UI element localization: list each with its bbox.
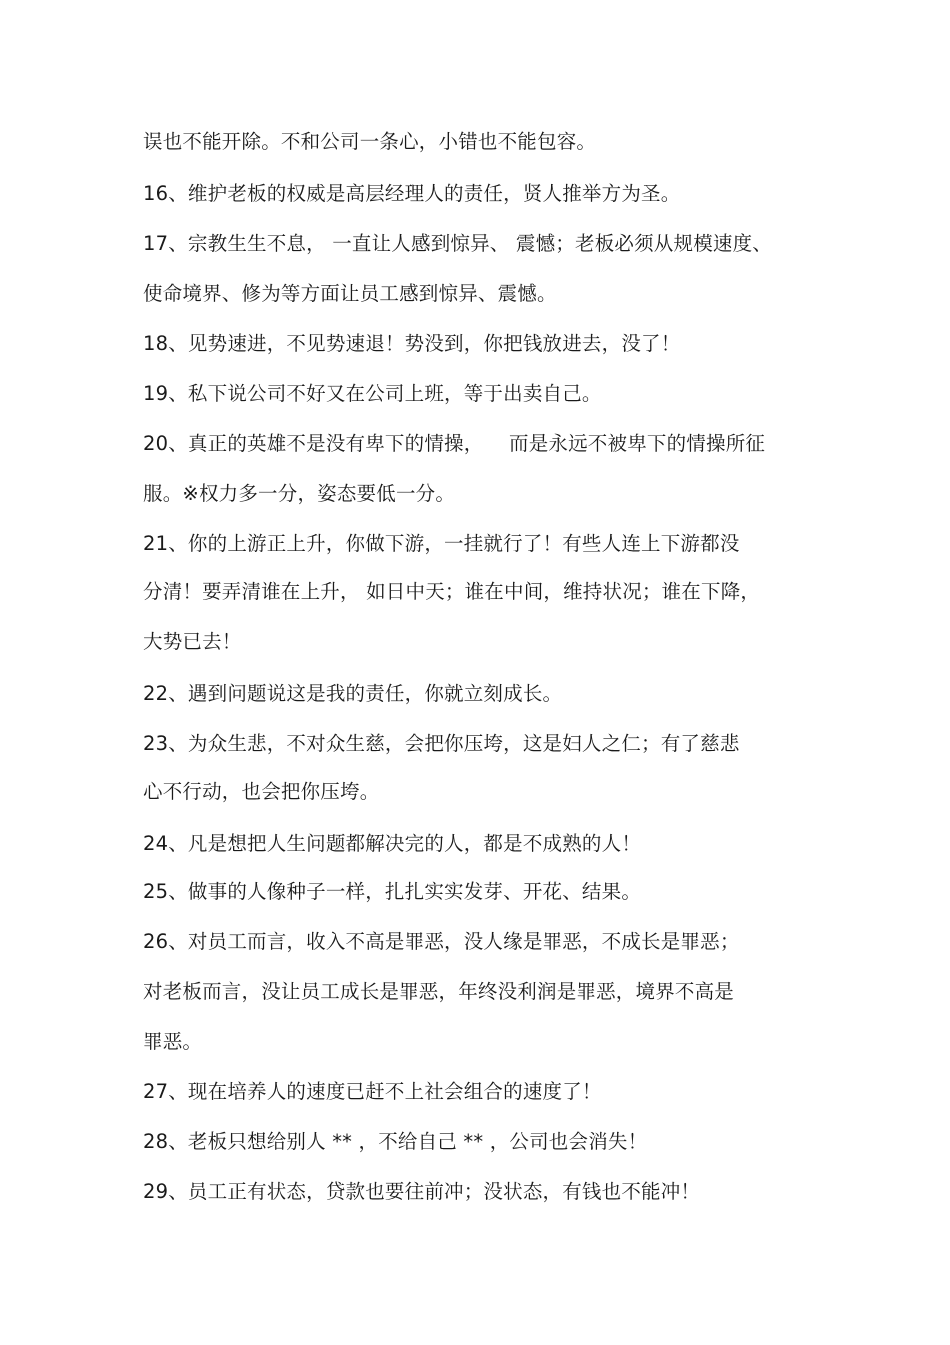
text-line: 分清！要弄清谁在上升， 如日中天；谁在中间，维持状况；谁在下降，	[143, 580, 761, 603]
text-line: 罪恶。	[143, 1030, 203, 1053]
text-line: 19、私下说公司不好又在公司上班，等于出卖自己。	[143, 382, 602, 405]
text-line: 使命境界、修为等方面让员工感到惊异、震憾。	[143, 282, 557, 305]
text-line: 20、真正的英雄不是没有卑下的情操， 而是永远不被卑下的情操所征	[143, 432, 766, 455]
text-line: 24、凡是想把人生问题都解决完的人，都是不成熟的人！	[143, 832, 642, 855]
text-line: 16、维护老板的权威是高层经理人的责任，贤人推举方为圣。	[143, 182, 681, 205]
text-line: 17、宗教生生不息， 一直让人感到惊异、 震憾；老板必须从规模速度、	[143, 232, 773, 255]
text-line: 服。※权力多一分，姿态要低一分。	[143, 482, 456, 505]
text-line: 23、为众生悲，不对众生慈，会把你压垮，这是妇人之仁；有了慈悲	[143, 732, 740, 755]
text-line: 26、对员工而言，收入不高是罪恶，没人缘是罪恶，不成长是罪恶；	[143, 930, 740, 953]
text-line: 29、员工正有状态，贷款也要往前冲；没状态，有钱也不能冲！	[143, 1180, 701, 1203]
text-line: 27、现在培养人的速度已赶不上社会组合的速度了！	[143, 1080, 602, 1103]
text-line: 大势已去！	[143, 630, 242, 653]
text-line: 21、你的上游正上升，你做下游，一挂就行了！有些人连上下游都没	[143, 532, 740, 555]
text-line: 对老板而言，没让员工成长是罪恶，年终没利润是罪恶，境界不高是	[143, 980, 735, 1003]
text-line: 18、见势速进，不见势速退！势没到，你把钱放进去，没了！	[143, 332, 681, 355]
text-line: 22、遇到问题说这是我的责任，你就立刻成长。	[143, 682, 563, 705]
text-line: 误也不能开除。不和公司一条心，小错也不能包容。	[143, 130, 597, 153]
text-line: 心不行动，也会把你压垮。	[143, 780, 380, 803]
text-line: 28、老板只想给别人 ** ，不给自己 ** ，公司也会消失！	[143, 1130, 648, 1153]
text-line: 25、做事的人像种子一样，扎扎实实发芽、开花、结果。	[143, 880, 642, 903]
